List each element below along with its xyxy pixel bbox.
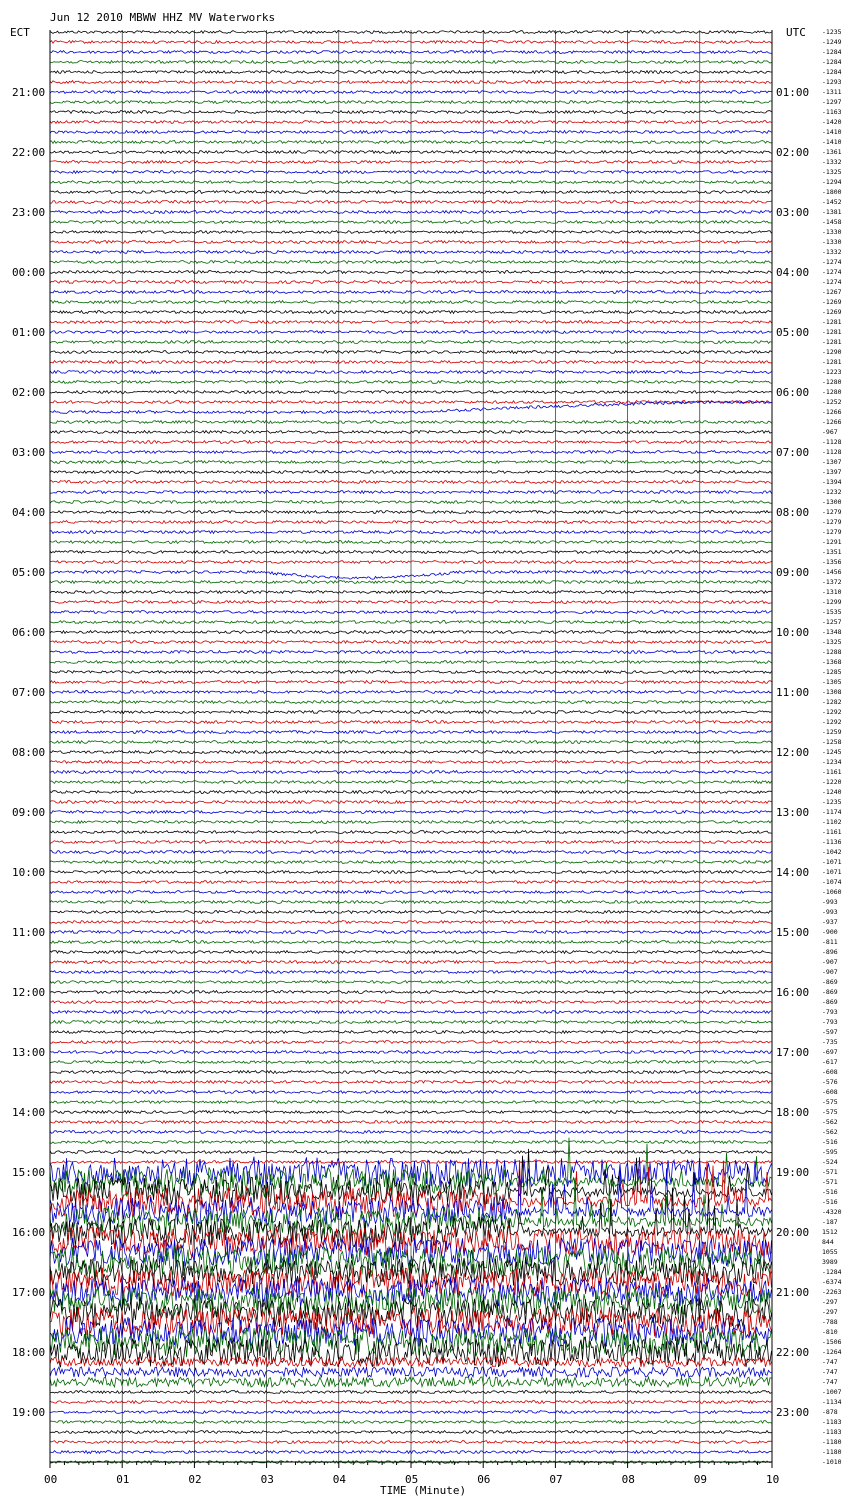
trace-offset-label: -1330 (822, 238, 842, 246)
x-tick-label: 02 (188, 1473, 202, 1486)
trace-offset-label: -1257 (822, 618, 842, 626)
right-time-labels (776, 86, 809, 1419)
x-tick-label: 05 (405, 1473, 419, 1486)
trace-offset-label: -1071 (822, 858, 842, 866)
trace-offset-label: -1161 (822, 828, 842, 836)
trace-offset-label: -878 (822, 1408, 838, 1416)
right-time-label: 09:00 (776, 566, 810, 579)
trace-offset-label: -1281 (822, 338, 842, 346)
trace-offset-label: -1042 (822, 848, 842, 856)
trace-offset-label: -1291 (822, 538, 842, 546)
trace-offset-label: -1223 (822, 368, 842, 376)
left-time-label: 03:00 (12, 446, 46, 459)
trace-offset-label: -1356 (822, 558, 842, 566)
trace-offset-label: -1174 (822, 808, 842, 816)
x-tick-label: 00 (44, 1473, 58, 1486)
trace-offset-label: -869 (822, 998, 838, 1006)
left-time-label: 04:00 (12, 506, 46, 519)
trace-offset-label: -1235 (822, 28, 842, 36)
trace-offset-label: -1410 (822, 128, 842, 136)
trace-offset-label: -595 (822, 1148, 838, 1156)
trace-offset-label: -1240 (822, 788, 842, 796)
right-time-label: 10:00 (776, 626, 810, 639)
trace-offset-label: -1299 (822, 598, 842, 606)
right-time-label: 12:00 (776, 746, 810, 759)
right-time-label: 07:00 (776, 446, 810, 459)
trace-offset-label: -1183 (822, 1428, 842, 1436)
trace-offset-label: -1074 (822, 878, 842, 886)
trace-offset-label: -608 (822, 1088, 838, 1096)
trace-offset-label: -1180 (822, 1448, 842, 1456)
right-time-label: 17:00 (776, 1046, 810, 1059)
x-tick-label: 07 (549, 1473, 563, 1486)
trace-offset-label: -617 (822, 1058, 838, 1066)
trace-offset-label: -1128 (822, 438, 842, 446)
trace-offset-label: -571 (822, 1178, 838, 1186)
trace-offset-label: -1293 (822, 78, 842, 86)
trace-offset-labels (822, 28, 842, 1466)
trace-offset-label: 844 (822, 1238, 834, 1246)
right-time-label: 01:00 (776, 86, 810, 99)
trace-offset-label: -1294 (822, 178, 842, 186)
trace-offset-label: -1800 (822, 188, 842, 196)
trace-offset-label: -993 (822, 898, 838, 906)
right-time-label: 04:00 (776, 266, 810, 279)
right-time-label: 19:00 (776, 1166, 810, 1179)
trace-offset-label: -524 (822, 1158, 838, 1166)
trace-offset-label: -1281 (822, 318, 842, 326)
trace-offset-label: -1232 (822, 488, 842, 496)
left-time-label: 13:00 (12, 1046, 46, 1059)
left-time-label: 14:00 (12, 1106, 46, 1119)
trace-offset-label: -907 (822, 958, 838, 966)
left-time-label: 23:00 (12, 206, 46, 219)
left-time-label: 15:00 (12, 1166, 46, 1179)
left-time-label: 07:00 (12, 686, 46, 699)
trace-offset-label: -1274 (822, 278, 842, 286)
left-time-label: 00:00 (12, 266, 46, 279)
trace-offset-label: -907 (822, 968, 838, 976)
trace-offset-label: -1279 (822, 508, 842, 516)
trace-offset-label: -1136 (822, 838, 842, 846)
right-time-label: 02:00 (776, 146, 810, 159)
right-time-label: 23:00 (776, 1406, 810, 1419)
trace-offset-label: -1330 (822, 228, 842, 236)
trace-offset-label: -1310 (822, 588, 842, 596)
trace-offset-label: -1297 (822, 98, 842, 106)
trace-offset-label: -516 (822, 1188, 838, 1196)
left-time-label: 08:00 (12, 746, 46, 759)
trace-offset-label: -869 (822, 978, 838, 986)
trace-offset-label: -1394 (822, 478, 842, 486)
trace-offset-label: -297 (822, 1298, 838, 1306)
trace-offset-label: -1506 (822, 1338, 842, 1346)
trace-offset-label: -1281 (822, 328, 842, 336)
trace-offset-label: -1102 (822, 818, 842, 826)
x-tick-label: 04 (332, 1473, 347, 1486)
x-tick-label: 03 (260, 1473, 274, 1486)
left-time-label: 01:00 (12, 326, 46, 339)
trace-offset-label: -1372 (822, 578, 842, 586)
trace-offset-label: -1456 (822, 568, 842, 576)
trace-offset-label: -788 (822, 1318, 838, 1326)
trace-offset-label: -1381 (822, 208, 842, 216)
trace-offset-label: -967 (822, 428, 838, 436)
trace-offset-label: -1284 (822, 68, 842, 76)
trace-offset-label: -1397 (822, 468, 842, 476)
trace-offset-label: -1180 (822, 1438, 842, 1446)
left-time-label: 12:00 (12, 986, 46, 999)
right-time-label: 15:00 (776, 926, 810, 939)
x-tick-label: 06 (477, 1473, 491, 1486)
trace-offset-label: -1161 (822, 768, 842, 776)
trace-offset-label: -1351 (822, 548, 842, 556)
trace-offset-label: -1274 (822, 258, 842, 266)
right-time-label: 05:00 (776, 326, 810, 339)
trace-offset-label: -1458 (822, 218, 842, 226)
right-time-label: 22:00 (776, 1346, 810, 1359)
trace-offset-label: -1060 (822, 888, 842, 896)
right-time-label: 11:00 (776, 686, 810, 699)
x-axis-label: TIME (Minute) (380, 1484, 467, 1497)
trace-offset-label: -575 (822, 1108, 838, 1116)
trace-offset-label: -896 (822, 948, 838, 956)
trace-offset-label: -1332 (822, 248, 842, 256)
trace-offset-label: -697 (822, 1048, 838, 1056)
trace-offset-label: -1311 (822, 88, 842, 96)
trace-offset-label: -1361 (822, 148, 842, 156)
trace-offset-label: -1234 (822, 758, 842, 766)
right-time-label: 13:00 (776, 806, 810, 819)
left-time-label: 18:00 (12, 1346, 46, 1359)
x-tick-label: 01 (116, 1473, 130, 1486)
trace-offset-label: -1535 (822, 608, 842, 616)
trace-offset-label: -1259 (822, 728, 842, 736)
trace-offset-label: -1325 (822, 638, 842, 646)
trace-offset-label: -608 (822, 1068, 838, 1076)
trace-offset-label: -1163 (822, 108, 842, 116)
trace-offset-label: -576 (822, 1078, 838, 1086)
trace-offset-label: -1258 (822, 738, 842, 746)
trace-offset-label: 1055 (822, 1248, 838, 1256)
x-tick-label: 08 (621, 1473, 635, 1486)
trace-offset-label: -793 (822, 1008, 838, 1016)
trace-offset-label: -1284 (822, 48, 842, 56)
trace-offset-label: -1128 (822, 448, 842, 456)
trace-offset-label: -1249 (822, 38, 842, 46)
left-time-label: 09:00 (12, 806, 46, 819)
trace-offset-label: -1071 (822, 868, 842, 876)
trace-offset-label: -900 (822, 928, 838, 936)
trace-offset-label: -571 (822, 1168, 838, 1176)
trace-offset-label: -747 (822, 1378, 838, 1386)
trace-offset-label: -1280 (822, 378, 842, 386)
trace-offset-label: -1420 (822, 118, 842, 126)
trace-offset-label: -1245 (822, 748, 842, 756)
left-time-labels (12, 86, 45, 1419)
trace-offset-label: -1288 (822, 648, 842, 656)
trace-offset-label: -1452 (822, 198, 842, 206)
left-time-label: 21:00 (12, 86, 46, 99)
trace-offset-label: -297 (822, 1308, 838, 1316)
right-time-label: 20:00 (776, 1226, 810, 1239)
trace-offset-label: -1269 (822, 308, 842, 316)
trace-offset-label: -810 (822, 1328, 838, 1336)
right-time-label: 03:00 (776, 206, 810, 219)
trace-offset-label: -735 (822, 1038, 838, 1046)
trace-offset-label: -1285 (822, 668, 842, 676)
trace-offset-label: -937 (822, 918, 838, 926)
right-time-label: 14:00 (776, 866, 810, 879)
trace-offset-label: -869 (822, 988, 838, 996)
left-time-label: 16:00 (12, 1226, 46, 1239)
trace-offset-label: -1284 (822, 1268, 842, 1276)
left-axis-label: ECT (10, 26, 30, 39)
trace-offset-label: -1300 (822, 498, 842, 506)
x-tick-label: 09 (693, 1473, 708, 1486)
trace-offset-label: -1269 (822, 298, 842, 306)
trace-offset-label: -2263 (822, 1288, 842, 1296)
right-axis-label: UTC (786, 26, 806, 39)
trace-offset-label: -747 (822, 1368, 838, 1376)
trace-offset-label: -1307 (822, 458, 842, 466)
trace-offset-label: -1410 (822, 138, 842, 146)
right-time-label: 16:00 (776, 986, 810, 999)
trace-offset-label: -1007 (822, 1388, 842, 1396)
trace-offset-label: -575 (822, 1098, 838, 1106)
trace-offset-label: -1332 (822, 158, 842, 166)
trace-offset-label: -1284 (822, 58, 842, 66)
trace-offset-label: -187 (822, 1218, 838, 1226)
left-time-label: 10:00 (12, 866, 46, 879)
trace-offset-label: -1279 (822, 528, 842, 536)
trace-offset-label: -993 (822, 908, 838, 916)
trace-offset-label: -1325 (822, 168, 842, 176)
trace-offset-label: -562 (822, 1118, 838, 1126)
left-time-label: 02:00 (12, 386, 46, 399)
trace-offset-label: -1220 (822, 778, 842, 786)
trace-offset-label: -1252 (822, 398, 842, 406)
x-axis-ticks (44, 1462, 779, 1486)
trace-offset-label: -747 (822, 1358, 838, 1366)
left-time-label: 22:00 (12, 146, 46, 159)
trace-offset-label: -4320 (822, 1208, 842, 1216)
trace-offset-label: -1279 (822, 518, 842, 526)
trace-offset-label: -1308 (822, 688, 842, 696)
trace-offset-label: -562 (822, 1128, 838, 1136)
trace-offset-label: -811 (822, 938, 838, 946)
trace-offset-label: 3989 (822, 1258, 838, 1266)
right-time-label: 06:00 (776, 386, 810, 399)
trace-offset-label: -1348 (822, 628, 842, 636)
trace-offset-label: -1282 (822, 698, 842, 706)
trace-offset-label: -1292 (822, 708, 842, 716)
trace-offset-label: -1134 (822, 1398, 842, 1406)
right-time-label: 08:00 (776, 506, 810, 519)
trace-offset-label: -1266 (822, 418, 842, 426)
right-time-label: 18:00 (776, 1106, 810, 1119)
trace-offset-label: -6374 (822, 1278, 842, 1286)
left-time-label: 05:00 (12, 566, 46, 579)
trace-offset-label: -597 (822, 1028, 838, 1036)
chart-title: Jun 12 2010 MBWW HHZ MV Waterworks (50, 11, 276, 24)
trace-offset-label: -1264 (822, 1348, 842, 1356)
trace-offset-label: -1280 (822, 388, 842, 396)
right-time-label: 21:00 (776, 1286, 810, 1299)
trace-offset-label: -793 (822, 1018, 838, 1026)
trace-offset-label: -1290 (822, 348, 842, 356)
trace-offset-label: -1305 (822, 678, 842, 686)
left-time-label: 11:00 (12, 926, 46, 939)
trace-offset-label: -1292 (822, 718, 842, 726)
trace-offset-label: -1267 (822, 288, 842, 296)
trace-offset-label: -1274 (822, 268, 842, 276)
trace-offset-label: -1183 (822, 1418, 842, 1426)
trace-offset-label: -516 (822, 1138, 838, 1146)
trace-offset-label: -516 (822, 1198, 838, 1206)
trace-offset-label: 1512 (822, 1228, 838, 1236)
trace-offset-label: -1281 (822, 358, 842, 366)
trace-offset-label: -1266 (822, 408, 842, 416)
trace-offset-label: -1235 (822, 798, 842, 806)
trace-offset-label: -1010 (822, 1458, 842, 1466)
x-tick-label: 10 (766, 1473, 780, 1486)
trace-offset-label: -1368 (822, 658, 842, 666)
left-time-label: 17:00 (12, 1286, 46, 1299)
left-time-label: 19:00 (12, 1406, 46, 1419)
left-time-label: 06:00 (12, 626, 46, 639)
